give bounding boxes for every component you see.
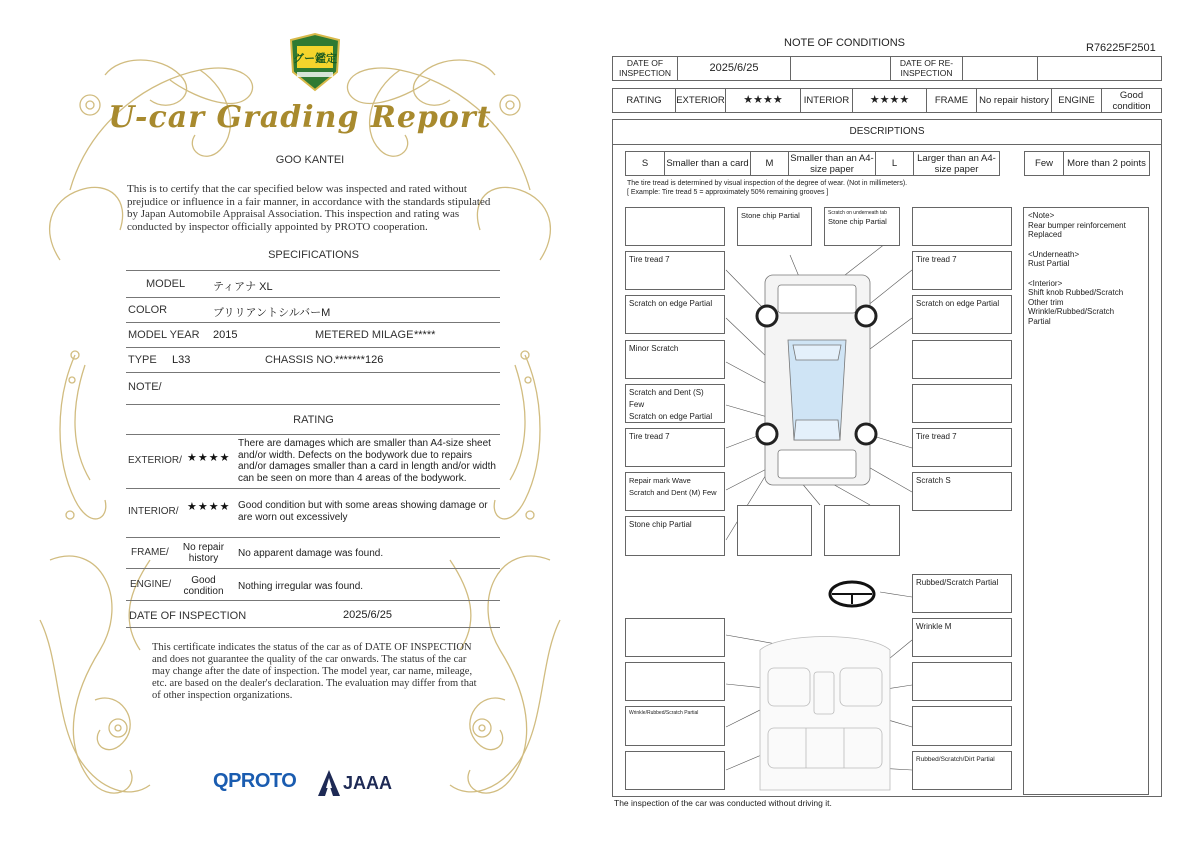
note-label: NOTE/ [128, 381, 162, 393]
divider [126, 372, 500, 373]
jaaa-emblem-icon [318, 770, 340, 796]
reinspection-label: DATE OF RE-INSPECTION [890, 57, 962, 80]
damage-box-tire-rear-right: Tire tread 7 [912, 428, 1012, 467]
note-of-conditions [600, 0, 1200, 848]
jaaa-logo-text: JAAA [343, 773, 393, 793]
tread-note-line-1: The tire tread is determined by visual inspection of the degree of wear. (Not in millimeters). [627, 180, 908, 187]
specifications-heading: SPECIFICATIONS [268, 249, 359, 261]
divider [126, 627, 500, 628]
rating-heading: RATING [293, 414, 334, 426]
legend-m: M [750, 152, 788, 175]
engine-label: ENGINE/ [130, 579, 172, 590]
damage-box-tire-front-left: Tire tread 7 [625, 251, 725, 290]
model-value: ティアナ XL [213, 281, 273, 293]
inspection-date-value: 2025/6/25 [343, 609, 392, 621]
note-line: Replaced [1028, 230, 1062, 239]
note-line: Wrinkle/Rubbed/Scratch [1028, 307, 1115, 316]
reference-number: R76225F2501 [1086, 42, 1156, 54]
legend-l-desc: Larger than an A4-size paper [913, 152, 999, 175]
exterior-stars: ★★★★ [187, 452, 231, 464]
engine-description: Nothing irregular was found. [238, 581, 364, 592]
divider [126, 488, 500, 489]
legend-m-desc: Smaller than an A4-size paper [788, 152, 875, 175]
exterior-stars: ★★★★ [725, 89, 800, 112]
damage-box-empty [912, 340, 1012, 379]
interior-box-rear-right: Rubbed/Scratch/Dirt Partial [912, 751, 1012, 790]
notes-panel [1023, 207, 1149, 795]
frame-value: No repair history [976, 89, 1051, 112]
note-line: Shift knob Rubbed/Scratch [1028, 288, 1124, 297]
certificate-intro: This is to certify that the car specified below was inspected and rated without prejudice or influence in a fair manner, in accordance with the standards stipulated by Japan Automobile Appraisal Association. This inspection and rating was conducted by inspector officially appointed by PROTO cooperation. [127, 183, 491, 233]
interior-label: INTERIOR/ [128, 506, 179, 517]
interior-box-wrinkle: Wrinkle M [912, 618, 1012, 657]
damage-box-stone-chip-top: Stone chip Partial [737, 207, 812, 246]
damage-box-empty [625, 207, 725, 246]
damage-box-empty [824, 505, 900, 556]
underneath-heading: <Underneath> [1028, 249, 1080, 259]
divider [126, 404, 500, 405]
color-label: COLOR [128, 304, 168, 316]
legend-s-desc: Smaller than a card [664, 152, 750, 175]
damage-box-stone-chip-bottom: Stone chip Partial [625, 516, 725, 556]
frame-label: FRAME [926, 89, 976, 112]
chassis-label: CHASSIS NO. [265, 354, 336, 366]
interior-box-empty [625, 618, 725, 657]
model-label: MODEL [146, 278, 186, 290]
divider [126, 568, 500, 569]
legend-few-label: Few [1035, 158, 1053, 169]
engine-label: ENGINE [1051, 89, 1101, 112]
legend-few-desc: More than 2 points [1063, 152, 1149, 175]
model-year-label: MODEL YEAR [128, 329, 200, 341]
interior-description: Good condition but with some areas showing damage or are worn out excessively [238, 500, 488, 523]
divider [126, 537, 500, 538]
divider [126, 434, 500, 435]
steering-wheel-icon [830, 582, 874, 606]
interior-stars: ★★★★ [187, 501, 231, 513]
damage-box-tire-rear-left: Tire tread 7 [625, 428, 725, 467]
certificate-footnote: This certificate indicates the status of the car as of DATE OF INSPECTION and does not guarantee the quality of the car onwards. The status of the car may change after the date of inspection. The model year, car name, mileage, etc. are based on the dealer's declaration. The evaluation may differ from that of other inspection organizations. [152, 642, 477, 701]
damage-box-scratch-edge-right: Scratch on edge Partial [912, 295, 1012, 334]
chassis-value: *******126 [335, 354, 384, 366]
exterior-description: There are damages which are smaller than A4-size sheet and/or width. Defects on the bodywork due to repairs and/or damages smaller than a card in length and/or width can be seen on more than 4 areas of the bodywork. [238, 438, 496, 484]
divider [126, 322, 500, 323]
note-line: Partial [1028, 316, 1051, 326]
damage-box-empty [912, 207, 1012, 246]
damage-box-repair-mark: Repair mark Wave Scratch and Dent (M) Few [625, 472, 725, 511]
damage-box-empty [912, 384, 1012, 423]
damage-box-tire-front-right: Tire tread 7 [912, 251, 1012, 290]
legend-l: L [875, 152, 913, 175]
engine-value: Good condition [183, 575, 224, 597]
mileage-label: METERED MILAGE [315, 329, 414, 341]
interior-box-empty [625, 751, 725, 790]
inspection-date-label: DATE OF INSPECTION [129, 610, 247, 622]
badge-text: グー鑑定 [293, 52, 337, 65]
interior-label: INTERIOR [800, 89, 852, 112]
interior-box-empty [625, 662, 725, 701]
divider [126, 297, 500, 298]
damage-box-steering: Rubbed/Scratch Partial [912, 574, 1012, 613]
goo-kantei-badge [287, 32, 343, 92]
interior-box-empty [912, 706, 1012, 746]
divider [126, 270, 500, 271]
exterior-label: EXTERIOR/ [128, 455, 182, 466]
divider [126, 347, 500, 348]
damage-box-scratch-s: Scratch S [912, 472, 1012, 511]
mileage-value: ***** [414, 329, 436, 341]
color-value: ブリリアントシルバーM [213, 307, 331, 319]
note-line: Other trim [1028, 297, 1064, 307]
interior-box-empty [912, 662, 1012, 701]
date-of-inspection-label: DATE OF INSPECTION [619, 58, 671, 78]
frame-label: FRAME/ [131, 547, 169, 558]
legend-s: S [641, 158, 649, 169]
descriptions-heading: DESCRIPTIONS [612, 119, 1162, 145]
divider [126, 600, 500, 601]
note-line: Rear bumper reinforcement [1028, 220, 1126, 230]
damage-box-empty [737, 505, 812, 556]
note-heading: <Note> [1028, 211, 1055, 220]
certificate-subtitle: GOO KANTEI [275, 154, 345, 166]
bottom-note: The inspection of the car was conducted without driving it. [614, 798, 832, 808]
tread-note-line-2: [ Example: Tire tread 5 = approximately 50% remaining grooves ] [627, 188, 829, 196]
damage-box-scratch-dent: Scratch and Dent (S) Few Scratch on edge Partial [625, 384, 725, 423]
interior-heading: <Interior> [1028, 278, 1063, 288]
type-value: L33 [172, 354, 191, 366]
frame-description: No apparent damage was found. [238, 548, 384, 559]
damage-box-underneath: Scratch on underneath tab Stone chip Partial [824, 207, 900, 246]
damage-box-scratch-edge-left: Scratch on edge Partial [625, 295, 725, 334]
exterior-label: EXTERIOR [675, 89, 725, 112]
interior-stars: ★★★★ [852, 89, 926, 112]
conditions-title: NOTE OF CONDITIONS [784, 37, 905, 49]
certificate-title: U-car Grading Report [108, 100, 492, 135]
interior-box-seat-left: Wrinkle/Rubbed/Scratch Partial [625, 706, 725, 746]
date-of-inspection-value: 2025/6/25 [677, 57, 790, 80]
note-line: Rust Partial [1028, 259, 1070, 268]
damage-box-minor-scratch: Minor Scratch [625, 340, 725, 379]
rating-label: RATING [626, 95, 662, 106]
frame-value: No repair history [182, 542, 225, 564]
model-year-value: 2015 [213, 329, 238, 341]
proto-logo-text: PROTO [228, 770, 297, 792]
engine-value: Good condition [1101, 89, 1161, 112]
proto-logo [213, 770, 296, 793]
proto-q-icon: Q [213, 770, 229, 792]
type-label: TYPE [128, 354, 157, 366]
